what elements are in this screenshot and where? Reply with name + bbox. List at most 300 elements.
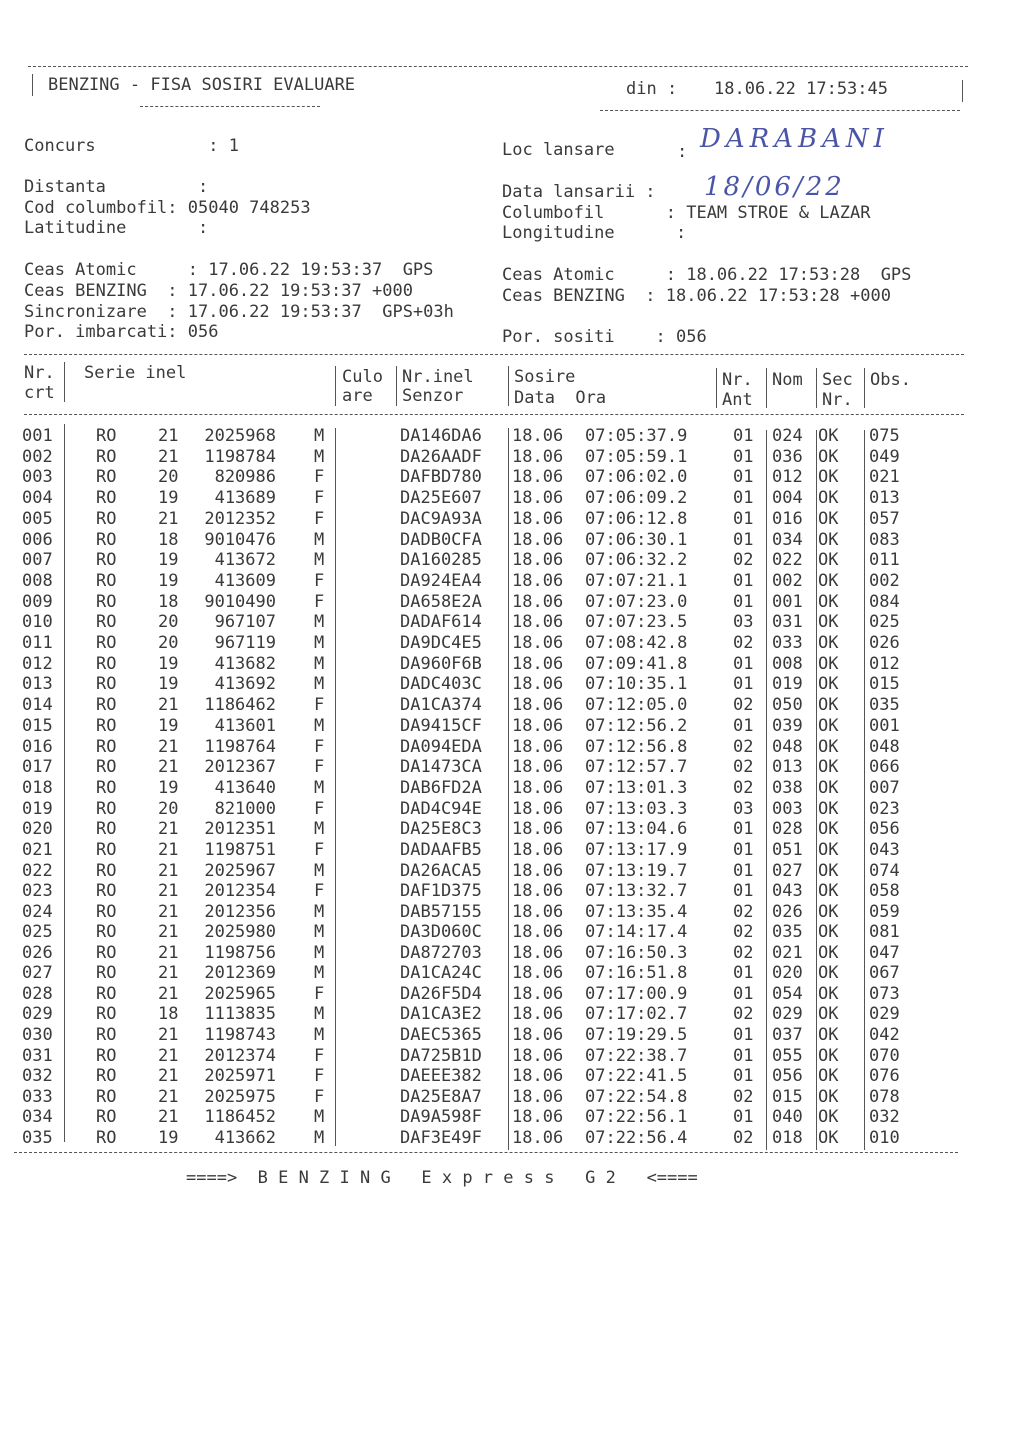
cell-sensor-id: DA9DC4E5 [400, 633, 482, 653]
h-nr-ant: Nr. [722, 370, 753, 390]
table-row [0, 674, 1024, 694]
cell-nr-ant: 03 [733, 798, 754, 819]
cell-arrival-time: 07:12:05.0 [585, 695, 688, 716]
table-row [0, 467, 1024, 487]
table-row [0, 612, 1024, 632]
cell-obs: 073 [869, 983, 900, 1004]
cell-arrival-date: 18.06 [512, 570, 564, 591]
cell-sensor-id: DA9A598F [400, 1107, 482, 1128]
cell-nom: 008 [772, 653, 803, 674]
cell-sex: M [314, 612, 325, 633]
cell-arrival-date: 18.06 [512, 942, 564, 963]
table-row [0, 426, 1024, 446]
cell-arrival-time: 07:13:03.3 [585, 798, 688, 819]
cell-nom: 037 [772, 1024, 803, 1045]
cell-sec-nr: OK [818, 736, 839, 757]
cell-sec-nr: OK [818, 819, 839, 840]
cell-nr-crt: 031 [22, 1045, 53, 1066]
cell-year: 19 [158, 715, 179, 736]
cell-sec-nr: OK [818, 1107, 839, 1128]
cell-country: RO [96, 901, 117, 922]
cell-ring-number: 2025965 [204, 983, 276, 1004]
cell-sensor-id: DA725B1D [400, 1045, 482, 1066]
h-sosire: Sosire [514, 367, 576, 387]
cell-sec-nr: OK [818, 963, 839, 984]
cell-sensor-id: DA26ACA5 [400, 860, 482, 881]
cell-year: 19 [158, 570, 179, 591]
cell-year: 20 [158, 633, 179, 653]
cell-nr-crt: 022 [22, 860, 53, 881]
cell-arrival-date: 18.06 [512, 922, 564, 943]
cell-ring-number: 2025975 [204, 1086, 276, 1107]
cell-nom: 038 [772, 777, 803, 798]
cell-year: 21 [158, 695, 179, 716]
cell-nr-crt: 033 [22, 1086, 53, 1107]
din-label: din : [626, 79, 678, 99]
cell-nom: 004 [772, 488, 803, 509]
cell-year: 18 [158, 1004, 179, 1025]
cell-nr-ant: 01 [733, 1107, 754, 1128]
cell-nr-ant: 02 [733, 695, 754, 716]
cell-country: RO [96, 695, 117, 716]
cell-sex: F [314, 881, 325, 902]
hsep-8 [864, 368, 865, 408]
cell-obs: 074 [869, 860, 900, 881]
table-row [0, 1046, 1024, 1066]
cell-nr-ant: 01 [733, 881, 754, 902]
cell-sensor-id: DAB6FD2A [400, 777, 482, 798]
cell-nr-crt: 023 [22, 881, 53, 902]
cod-columbofil-line: Cod columbofil: 05040 748253 [24, 198, 311, 218]
cell-sec-nr: OK [818, 901, 839, 922]
cell-nr-ant: 02 [733, 757, 754, 778]
cell-obs: 026 [869, 633, 900, 653]
cell-sex: F [314, 983, 325, 1004]
cell-nom: 039 [772, 715, 803, 736]
cell-nr-ant: 01 [733, 715, 754, 736]
cell-obs: 066 [869, 757, 900, 778]
cell-nr-crt: 034 [22, 1107, 53, 1128]
cell-country: RO [96, 1024, 117, 1045]
concurs-line: Concurs : 1 [24, 136, 239, 156]
table-row [0, 1128, 1024, 1148]
loc-lansare-colon: : [677, 142, 688, 162]
cell-obs: 007 [869, 777, 900, 798]
columbofil-line: Columbofil : TEAM STROE & LAZAR [502, 203, 871, 223]
cell-country: RO [96, 674, 117, 695]
cell-year: 21 [158, 881, 179, 902]
cell-ring-number: 1198751 [204, 840, 276, 860]
cell-sec-nr: OK [818, 1045, 839, 1066]
cell-nr-crt: 011 [22, 633, 53, 653]
cell-ring-number: 413682 [214, 653, 276, 674]
cell-nr-crt: 001 [22, 426, 53, 446]
cell-sensor-id: DA146DA6 [400, 426, 482, 446]
cell-ring-number: 413672 [214, 550, 276, 571]
cell-ring-number: 1186452 [204, 1107, 276, 1128]
cell-arrival-date: 18.06 [512, 798, 564, 819]
table-row [0, 550, 1024, 570]
cell-obs: 049 [869, 446, 900, 467]
cell-sex: F [314, 591, 325, 612]
cell-nom: 028 [772, 819, 803, 840]
cell-nom: 027 [772, 860, 803, 881]
cell-country: RO [96, 1066, 117, 1087]
cell-sensor-id: DA3D060C [400, 922, 482, 943]
table-row [0, 799, 1024, 819]
cell-country: RO [96, 715, 117, 736]
cell-arrival-time: 07:08:42.8 [585, 633, 688, 653]
cell-sensor-id: DAEC5365 [400, 1024, 482, 1045]
h-senzor: Senzor [402, 386, 464, 406]
cell-ring-number: 2012351 [204, 819, 276, 840]
table-row [0, 695, 1024, 715]
cell-arrival-date: 18.06 [512, 777, 564, 798]
cell-sec-nr: OK [818, 1086, 839, 1107]
cell-sensor-id: DA658E2A [400, 591, 482, 612]
latitudine-line: Latitudine : [24, 218, 209, 238]
h-crt: crt [24, 383, 55, 403]
cell-sex: M [314, 963, 325, 984]
clock-right-1: Ceas Atomic : 18.06.22 17:53:28 GPS [502, 265, 912, 285]
table-row [0, 1025, 1024, 1045]
cell-ring-number: 2012374 [204, 1045, 276, 1066]
header-left-bar [32, 74, 33, 96]
cell-nr-crt: 007 [22, 550, 53, 571]
table-row [0, 778, 1024, 798]
cell-arrival-time: 07:14:17.4 [585, 922, 688, 943]
cell-sensor-id: DADC403C [400, 674, 482, 695]
cell-obs: 067 [869, 963, 900, 984]
cell-sec-nr: OK [818, 860, 839, 881]
cell-obs: 013 [869, 488, 900, 509]
cell-nr-ant: 02 [733, 550, 754, 571]
cell-year: 21 [158, 1107, 179, 1128]
cell-sex: M [314, 1107, 325, 1128]
cell-obs: 023 [869, 798, 900, 819]
cell-nr-crt: 003 [22, 467, 53, 488]
cell-ring-number: 1198743 [204, 1024, 276, 1045]
cell-nr-ant: 01 [733, 840, 754, 860]
cell-nr-ant: 01 [733, 529, 754, 550]
clock-left-4: Por. imbarcati: 056 [24, 322, 219, 342]
cell-ring-number: 413640 [214, 777, 276, 798]
cell-sex: M [314, 529, 325, 550]
cell-nom: 056 [772, 1066, 803, 1087]
cell-ring-number: 2025971 [204, 1066, 276, 1087]
cell-country: RO [96, 860, 117, 881]
cell-arrival-date: 18.06 [512, 840, 564, 860]
cell-nr-ant: 02 [733, 1086, 754, 1107]
cell-sensor-id: DA25E8A7 [400, 1086, 482, 1107]
cell-obs: 012 [869, 653, 900, 674]
cell-arrival-date: 18.06 [512, 819, 564, 840]
cell-ring-number: 9010490 [204, 591, 276, 612]
cell-nr-ant: 02 [733, 922, 754, 943]
cell-country: RO [96, 488, 117, 509]
cell-obs: 025 [869, 612, 900, 633]
loc-lansare-label: Loc lansare [502, 140, 615, 160]
cell-sex: F [314, 840, 325, 860]
cell-arrival-date: 18.06 [512, 901, 564, 922]
cell-nom: 054 [772, 983, 803, 1004]
cell-ring-number: 413692 [214, 674, 276, 695]
cell-year: 21 [158, 757, 179, 778]
cell-arrival-time: 07:07:21.1 [585, 570, 688, 591]
cell-nr-crt: 010 [22, 612, 53, 633]
cell-ring-number: 2025980 [204, 922, 276, 943]
cell-sensor-id: DA1473CA [400, 757, 482, 778]
cell-arrival-date: 18.06 [512, 1004, 564, 1025]
cell-nr-crt: 019 [22, 798, 53, 819]
cell-sex: M [314, 901, 325, 922]
table-row [0, 737, 1024, 757]
cell-arrival-time: 07:13:35.4 [585, 901, 688, 922]
cell-sex: M [314, 1127, 325, 1148]
cell-year: 18 [158, 529, 179, 550]
cell-obs: 047 [869, 942, 900, 963]
cell-country: RO [96, 653, 117, 674]
cell-obs: 001 [869, 715, 900, 736]
cell-year: 18 [158, 591, 179, 612]
cell-obs: 059 [869, 901, 900, 922]
cell-arrival-date: 18.06 [512, 1066, 564, 1087]
cell-ring-number: 2012352 [204, 508, 276, 529]
cell-arrival-time: 07:13:19.7 [585, 860, 688, 881]
cell-ring-number: 1198784 [204, 446, 276, 467]
cell-ring-number: 1113835 [204, 1004, 276, 1025]
cell-nr-crt: 027 [22, 963, 53, 984]
cell-ring-number: 413662 [214, 1127, 276, 1148]
cell-nom: 003 [772, 798, 803, 819]
cell-sex: F [314, 798, 325, 819]
cell-arrival-time: 07:22:56.4 [585, 1127, 688, 1148]
cell-year: 20 [158, 612, 179, 633]
h-sec: Sec [822, 370, 853, 390]
cell-nom: 013 [772, 757, 803, 778]
cell-sensor-id: DA1CA24C [400, 963, 482, 984]
cell-year: 21 [158, 819, 179, 840]
cell-year: 21 [158, 446, 179, 467]
clock-left-2: Ceas BENZING : 17.06.22 19:53:37 +000 [24, 281, 413, 301]
cell-arrival-date: 18.06 [512, 1127, 564, 1148]
cell-sec-nr: OK [818, 777, 839, 798]
cell-sec-nr: OK [818, 757, 839, 778]
cell-obs: 002 [869, 570, 900, 591]
cell-obs: 029 [869, 1004, 900, 1025]
cell-year: 21 [158, 1024, 179, 1045]
cell-arrival-time: 07:05:59.1 [585, 446, 688, 467]
cell-arrival-date: 18.06 [512, 736, 564, 757]
cell-ring-number: 967119 [214, 633, 276, 653]
cell-nom: 020 [772, 963, 803, 984]
cell-country: RO [96, 612, 117, 633]
cell-obs: 058 [869, 881, 900, 902]
cell-nr-crt: 013 [22, 674, 53, 695]
cell-ring-number: 2025967 [204, 860, 276, 881]
cell-sec-nr: OK [818, 570, 839, 591]
cell-sensor-id: DA25E8C3 [400, 819, 482, 840]
cell-country: RO [96, 550, 117, 571]
cell-country: RO [96, 1127, 117, 1148]
h-serie: Serie inel [84, 363, 187, 383]
cell-nom: 022 [772, 550, 803, 571]
cell-nr-ant: 02 [733, 1127, 754, 1148]
cell-sex: M [314, 942, 325, 963]
cell-country: RO [96, 1045, 117, 1066]
table-row [0, 963, 1024, 983]
cell-obs: 042 [869, 1024, 900, 1045]
cell-sec-nr: OK [818, 446, 839, 467]
cell-country: RO [96, 1086, 117, 1107]
cell-sensor-id: DA094EDA [400, 736, 482, 757]
table-bottom-border [14, 1152, 958, 1153]
cell-year: 21 [158, 840, 179, 860]
cell-year: 21 [158, 901, 179, 922]
cell-nr-ant: 01 [733, 446, 754, 467]
cell-sensor-id: DAD4C94E [400, 798, 482, 819]
cell-year: 19 [158, 674, 179, 695]
cell-country: RO [96, 591, 117, 612]
cell-nr-crt: 006 [22, 529, 53, 550]
cell-country: RO [96, 963, 117, 984]
cell-nr-crt: 025 [22, 922, 53, 943]
cell-arrival-time: 07:07:23.5 [585, 612, 688, 633]
cell-country: RO [96, 757, 117, 778]
cell-country: RO [96, 1107, 117, 1128]
cell-nr-crt: 014 [22, 695, 53, 716]
cell-sensor-id: DA872703 [400, 942, 482, 963]
cell-nr-ant: 01 [733, 1045, 754, 1066]
cell-arrival-time: 07:17:00.9 [585, 983, 688, 1004]
cell-sex: M [314, 777, 325, 798]
cell-arrival-time: 07:06:09.2 [585, 488, 688, 509]
cell-nr-ant: 02 [733, 736, 754, 757]
cell-obs: 043 [869, 840, 900, 860]
cell-nom: 050 [772, 695, 803, 716]
cell-nr-ant: 01 [733, 674, 754, 695]
cell-year: 20 [158, 798, 179, 819]
cell-country: RO [96, 777, 117, 798]
cell-nr-crt: 004 [22, 488, 53, 509]
cell-nom: 029 [772, 1004, 803, 1025]
cell-arrival-time: 07:12:56.8 [585, 736, 688, 757]
cell-sec-nr: OK [818, 1066, 839, 1087]
cell-year: 21 [158, 922, 179, 943]
cell-sex: M [314, 674, 325, 695]
table-row [0, 654, 1024, 674]
table-row [0, 592, 1024, 612]
cell-nom: 021 [772, 942, 803, 963]
cell-nr-ant: 01 [733, 508, 754, 529]
cell-sec-nr: OK [818, 508, 839, 529]
h-ant: Ant [722, 390, 753, 410]
cell-ring-number: 1198764 [204, 736, 276, 757]
cell-arrival-date: 18.06 [512, 1045, 564, 1066]
cell-nr-crt: 002 [22, 446, 53, 467]
cell-sensor-id: DAEEE382 [400, 1066, 482, 1087]
cell-sec-nr: OK [818, 1024, 839, 1045]
cell-nr-ant: 01 [733, 488, 754, 509]
cell-nr-ant: 01 [733, 963, 754, 984]
cell-sec-nr: OK [818, 591, 839, 612]
cell-year: 21 [158, 983, 179, 1004]
cell-year: 21 [158, 942, 179, 963]
cell-arrival-time: 07:22:38.7 [585, 1045, 688, 1066]
cell-year: 19 [158, 1127, 179, 1148]
cell-nr-ant: 01 [733, 1066, 754, 1087]
cell-arrival-date: 18.06 [512, 612, 564, 633]
cell-sensor-id: DA160285 [400, 550, 482, 571]
cell-year: 19 [158, 550, 179, 571]
cell-ring-number: 413689 [214, 488, 276, 509]
table-row [0, 984, 1024, 1004]
longitudine-line: Longitudine : [502, 223, 687, 243]
cell-arrival-time: 07:13:17.9 [585, 840, 688, 860]
cell-nom: 036 [772, 446, 803, 467]
footer-banner: ====> B E N Z I N G E x p r e s s G 2 <==== [186, 1168, 698, 1188]
cell-sec-nr: OK [818, 1127, 839, 1148]
table-row [0, 861, 1024, 881]
h-obs: Obs. [870, 370, 911, 390]
cell-sex: F [314, 757, 325, 778]
cell-ring-number: 2012369 [204, 963, 276, 984]
cell-ring-number: 1186462 [204, 695, 276, 716]
cell-ring-number: 2012354 [204, 881, 276, 902]
cell-sensor-id: DAFBD780 [400, 467, 482, 488]
cell-nom: 019 [772, 674, 803, 695]
cell-nr-ant: 01 [733, 860, 754, 881]
cell-arrival-time: 07:12:57.7 [585, 757, 688, 778]
cell-year: 21 [158, 1086, 179, 1107]
table-row [0, 943, 1024, 963]
cell-sensor-id: DAB57155 [400, 901, 482, 922]
cell-arrival-time: 07:19:29.5 [585, 1024, 688, 1045]
cell-obs: 056 [869, 819, 900, 840]
cell-arrival-date: 18.06 [512, 983, 564, 1004]
cell-nr-crt: 009 [22, 591, 53, 612]
cell-arrival-time: 07:13:32.7 [585, 881, 688, 902]
cell-year: 21 [158, 736, 179, 757]
cell-arrival-time: 07:13:04.6 [585, 819, 688, 840]
cell-nom: 055 [772, 1045, 803, 1066]
cell-arrival-date: 18.06 [512, 881, 564, 902]
table-row [0, 447, 1024, 467]
cell-sec-nr: OK [818, 674, 839, 695]
table-row [0, 571, 1024, 591]
data-lansarii-handwritten: 18/06/22 [704, 172, 845, 202]
cell-nr-crt: 017 [22, 757, 53, 778]
cell-arrival-date: 18.06 [512, 1086, 564, 1107]
cell-arrival-time: 07:17:02.7 [585, 1004, 688, 1025]
cell-nom: 024 [772, 426, 803, 446]
cell-arrival-time: 07:06:32.2 [585, 550, 688, 571]
cell-sec-nr: OK [818, 653, 839, 674]
cell-ring-number: 2012367 [204, 757, 276, 778]
cell-arrival-date: 18.06 [512, 633, 564, 653]
cell-nom: 035 [772, 922, 803, 943]
cell-country: RO [96, 983, 117, 1004]
cell-sensor-id: DADB0CFA [400, 529, 482, 550]
cell-year: 21 [158, 426, 179, 446]
cell-year: 21 [158, 1066, 179, 1087]
cell-nom: 001 [772, 591, 803, 612]
cell-nr-crt: 018 [22, 777, 53, 798]
cell-sex: F [314, 1086, 325, 1107]
cell-sex: M [314, 715, 325, 736]
cell-nr-ant: 01 [733, 591, 754, 612]
cell-sensor-id: DADAAFB5 [400, 840, 482, 860]
